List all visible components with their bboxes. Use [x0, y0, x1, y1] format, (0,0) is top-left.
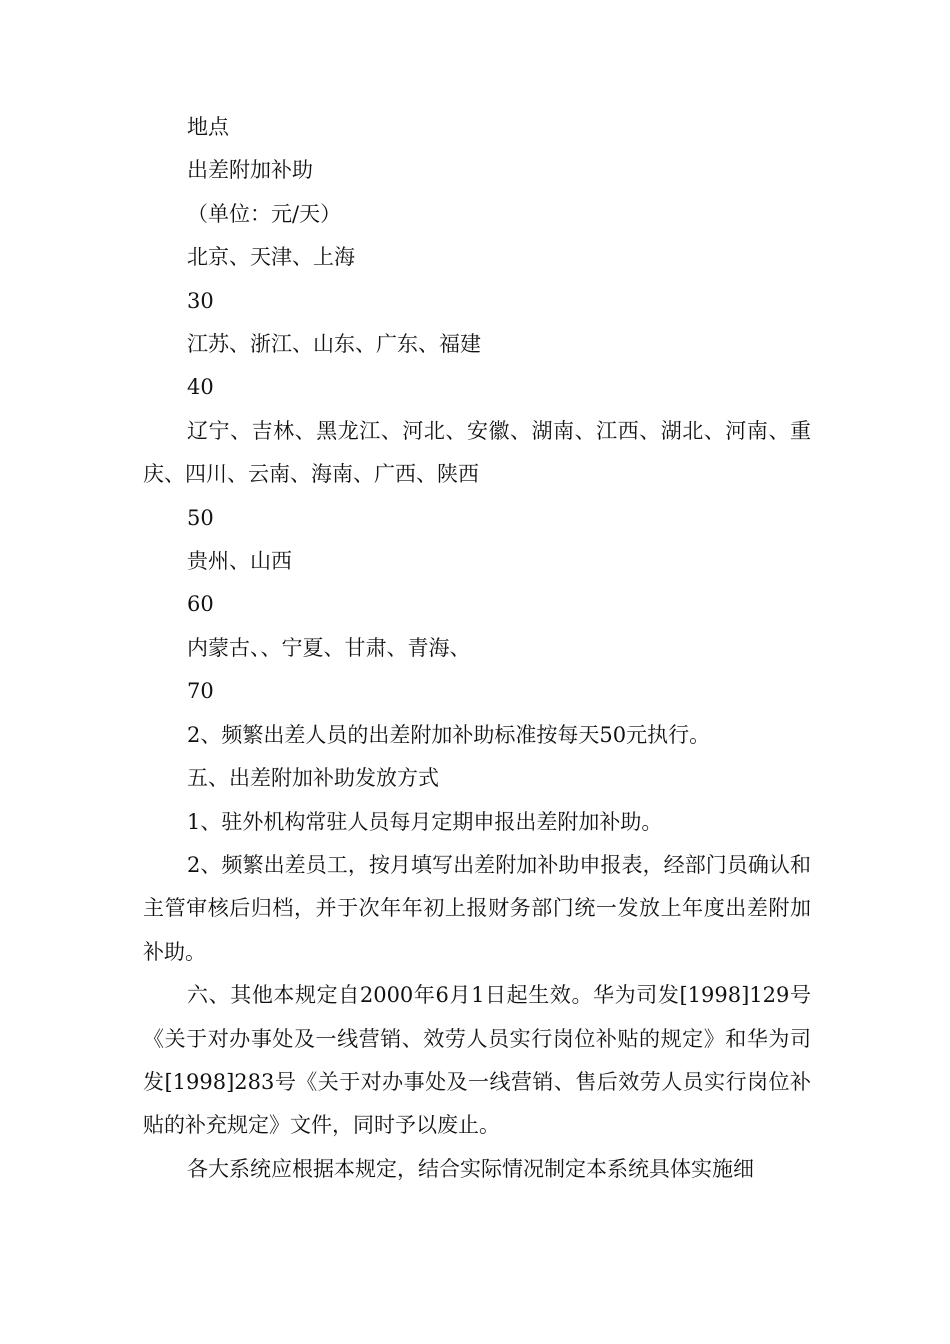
paragraph-region-1: 北京、天津、上海 [187, 245, 355, 270]
document-body [143, 106, 811, 1191]
paragraph-region-5: 内蒙古、、宁夏、甘肃、青海、 [187, 635, 471, 660]
paragraph-amount-4: 60 [187, 592, 214, 617]
paragraph-location-header: 地点 [187, 115, 229, 139]
paragraph-unit: （单位：元/天） [187, 201, 342, 226]
paragraph-amount-5: 70 [187, 679, 214, 704]
paragraph-amount-3: 50 [187, 505, 214, 530]
paragraph-allowance-header: 出差附加补助 [187, 158, 313, 183]
paragraph-implementation: 各大系统应根据本规定，结合实际情况制定本系统具体实施细 [187, 1156, 754, 1181]
paragraph-amount-2: 40 [187, 375, 214, 400]
paragraph-amount-1: 30 [187, 288, 214, 313]
paragraph-frequent-standard: 2、频繁出差人员的出差附加补助标准按每天50元执行。 [187, 722, 711, 747]
paragraph-region-4: 贵州、山西 [187, 549, 292, 574]
paragraph-region-2: 江苏、浙江、山东、广东、福建 [187, 332, 481, 357]
paragraph-payment-2: 2、频繁出差员工，按月填写出差附加补助申报表，经部门员确认和主管审核后归档，并于次年年初上报财务部门统一发放上年度出差附加补助。 [143, 852, 811, 964]
paragraph-region-3: 辽宁、吉林、黑龙江、河北、安徽、湖南、江西、湖北、河南、重庆、四川、云南、海南、广西、陕西 [143, 418, 811, 487]
paragraph-other-provisions: 六、其他本规定自2000年6月1日起生效。华为司发[1998]129号《关于对办事处及一线营销、效劳人员实行岗位补贴的规定》和华为司发[1998]283号《关于对办事处及一线营销、售后效劳人员实行岗位补贴的补充规定》文件，同时予以废止。 [143, 983, 811, 1138]
paragraph-payment-1: 1、驻外机构常驻人员每月定期申报出差附加补助。 [187, 809, 663, 834]
section-heading-payment: 五、出差附加补助发放方式 [187, 766, 439, 791]
